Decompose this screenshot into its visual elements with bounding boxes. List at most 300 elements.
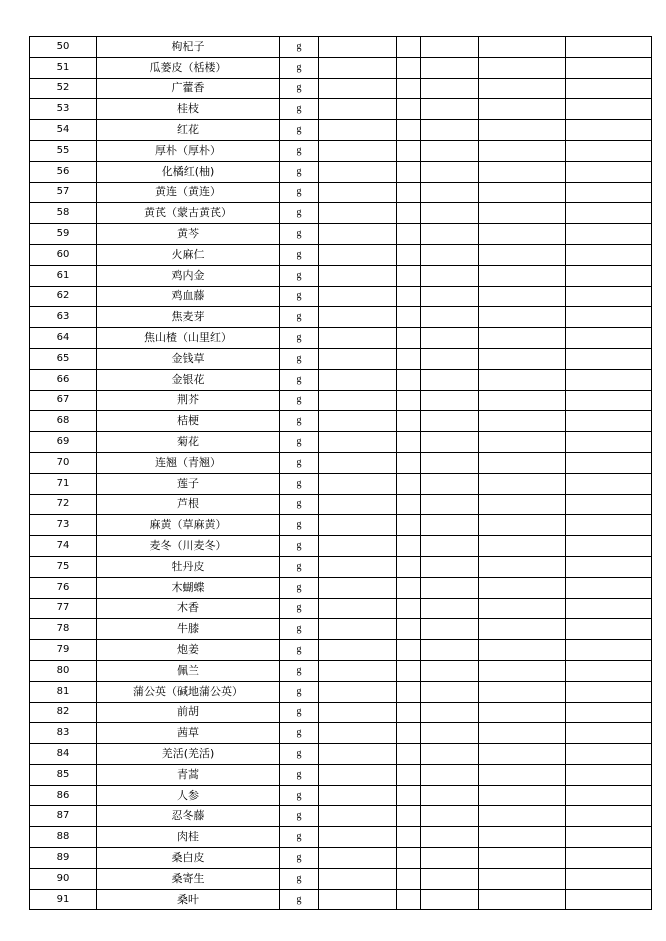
empty-cell: [479, 244, 566, 265]
empty-cell: [319, 328, 397, 349]
empty-cell: [319, 806, 397, 827]
empty-cell: [421, 702, 479, 723]
empty-cell: [566, 452, 652, 473]
unit-cell: g: [280, 556, 319, 577]
empty-cell: [319, 224, 397, 245]
herb-name-cell: 牛膝: [97, 619, 280, 640]
empty-cell: [421, 619, 479, 640]
empty-cell: [566, 848, 652, 869]
empty-cell: [566, 307, 652, 328]
empty-cell: [421, 37, 479, 58]
empty-cell: [479, 702, 566, 723]
empty-cell: [566, 203, 652, 224]
herb-name-cell: 忍冬藤: [97, 806, 280, 827]
empty-cell: [479, 140, 566, 161]
unit-cell: g: [280, 432, 319, 453]
unit-cell: g: [280, 473, 319, 494]
empty-cell: [479, 473, 566, 494]
empty-cell: [566, 182, 652, 203]
herb-name-cell: 麻黄（草麻黄）: [97, 515, 280, 536]
unit-cell: g: [280, 286, 319, 307]
row-number-cell: 90: [30, 868, 97, 889]
empty-cell: [421, 598, 479, 619]
empty-cell: [479, 432, 566, 453]
table-row: [30, 660, 652, 681]
empty-cell: [319, 723, 397, 744]
unit-cell: g: [280, 702, 319, 723]
herb-name-cell: 火麻仁: [97, 244, 280, 265]
empty-cell: [479, 494, 566, 515]
table-row: [30, 515, 652, 536]
table-row: [30, 764, 652, 785]
empty-cell: [479, 161, 566, 182]
empty-cell: [319, 848, 397, 869]
empty-cell: [319, 473, 397, 494]
empty-cell: [479, 848, 566, 869]
table-row: [30, 640, 652, 661]
herb-name-cell: 厚朴（厚朴）: [97, 140, 280, 161]
empty-cell: [319, 99, 397, 120]
empty-cell: [397, 556, 421, 577]
table-row: [30, 244, 652, 265]
table-row: [30, 57, 652, 78]
row-number-cell: 58: [30, 203, 97, 224]
row-number-cell: 50: [30, 37, 97, 58]
table-row: [30, 328, 652, 349]
empty-cell: [397, 140, 421, 161]
empty-cell: [479, 78, 566, 99]
unit-cell: g: [280, 348, 319, 369]
table-row: [30, 224, 652, 245]
herb-name-cell: 肉桂: [97, 827, 280, 848]
herb-name-cell: 茜草: [97, 723, 280, 744]
unit-cell: g: [280, 224, 319, 245]
empty-cell: [319, 536, 397, 557]
empty-cell: [397, 660, 421, 681]
table-row: [30, 203, 652, 224]
empty-cell: [397, 452, 421, 473]
empty-cell: [421, 390, 479, 411]
unit-cell: g: [280, 640, 319, 661]
empty-cell: [319, 120, 397, 141]
unit-cell: g: [280, 577, 319, 598]
empty-cell: [479, 660, 566, 681]
table-row: [30, 99, 652, 120]
empty-cell: [319, 868, 397, 889]
empty-cell: [421, 536, 479, 557]
empty-cell: [421, 889, 479, 910]
empty-cell: [397, 224, 421, 245]
table-row: [30, 806, 652, 827]
unit-cell: g: [280, 244, 319, 265]
empty-cell: [566, 681, 652, 702]
empty-cell: [397, 473, 421, 494]
empty-cell: [566, 723, 652, 744]
empty-cell: [397, 244, 421, 265]
empty-cell: [319, 390, 397, 411]
empty-cell: [397, 411, 421, 432]
empty-cell: [479, 619, 566, 640]
empty-cell: [319, 515, 397, 536]
empty-cell: [319, 244, 397, 265]
table-row: [30, 785, 652, 806]
empty-cell: [479, 224, 566, 245]
herb-name-cell: 金银花: [97, 369, 280, 390]
row-number-cell: 53: [30, 99, 97, 120]
row-number-cell: 68: [30, 411, 97, 432]
empty-cell: [479, 598, 566, 619]
table-row: [30, 37, 652, 58]
empty-cell: [421, 161, 479, 182]
empty-cell: [319, 764, 397, 785]
empty-cell: [319, 37, 397, 58]
empty-cell: [421, 224, 479, 245]
empty-cell: [397, 348, 421, 369]
empty-cell: [397, 265, 421, 286]
empty-cell: [566, 598, 652, 619]
row-number-cell: 75: [30, 556, 97, 577]
row-number-cell: 66: [30, 369, 97, 390]
row-number-cell: 77: [30, 598, 97, 619]
empty-cell: [566, 265, 652, 286]
empty-cell: [566, 827, 652, 848]
table-row: [30, 868, 652, 889]
table-row: [30, 744, 652, 765]
empty-cell: [566, 556, 652, 577]
empty-cell: [421, 660, 479, 681]
empty-cell: [566, 702, 652, 723]
unit-cell: g: [280, 411, 319, 432]
herb-name-cell: 鸡内金: [97, 265, 280, 286]
empty-cell: [397, 328, 421, 349]
table-row: [30, 598, 652, 619]
table-row: [30, 140, 652, 161]
empty-cell: [479, 307, 566, 328]
empty-cell: [397, 536, 421, 557]
empty-cell: [421, 848, 479, 869]
unit-cell: g: [280, 598, 319, 619]
herb-name-cell: 桂枝: [97, 99, 280, 120]
empty-cell: [421, 244, 479, 265]
empty-cell: [319, 265, 397, 286]
empty-cell: [421, 182, 479, 203]
empty-cell: [566, 120, 652, 141]
empty-cell: [319, 494, 397, 515]
row-number-cell: 86: [30, 785, 97, 806]
empty-cell: [479, 99, 566, 120]
empty-cell: [479, 889, 566, 910]
empty-cell: [421, 785, 479, 806]
table-row: [30, 78, 652, 99]
unit-cell: g: [280, 99, 319, 120]
empty-cell: [397, 307, 421, 328]
empty-cell: [566, 140, 652, 161]
table-body: [30, 37, 652, 910]
empty-cell: [319, 452, 397, 473]
empty-cell: [421, 806, 479, 827]
herb-name-cell: 菊花: [97, 432, 280, 453]
unit-cell: g: [280, 619, 319, 640]
empty-cell: [421, 265, 479, 286]
empty-cell: [479, 827, 566, 848]
row-number-cell: 59: [30, 224, 97, 245]
row-number-cell: 69: [30, 432, 97, 453]
herb-name-cell: 化橘红(柚): [97, 161, 280, 182]
table-row: [30, 369, 652, 390]
empty-cell: [566, 411, 652, 432]
empty-cell: [397, 120, 421, 141]
table-row: [30, 473, 652, 494]
herb-name-cell: 枸杞子: [97, 37, 280, 58]
unit-cell: g: [280, 681, 319, 702]
herb-table: [29, 36, 652, 910]
herb-name-cell: 黄芩: [97, 224, 280, 245]
row-number-cell: 64: [30, 328, 97, 349]
empty-cell: [479, 452, 566, 473]
row-number-cell: 70: [30, 452, 97, 473]
empty-cell: [566, 432, 652, 453]
row-number-cell: 73: [30, 515, 97, 536]
empty-cell: [319, 827, 397, 848]
unit-cell: g: [280, 369, 319, 390]
herb-name-cell: 莲子: [97, 473, 280, 494]
empty-cell: [566, 494, 652, 515]
herb-name-cell: 焦麦芽: [97, 307, 280, 328]
herb-name-cell: 佩兰: [97, 660, 280, 681]
empty-cell: [479, 328, 566, 349]
empty-cell: [566, 785, 652, 806]
empty-cell: [397, 494, 421, 515]
unit-cell: g: [280, 744, 319, 765]
herb-name-cell: 牡丹皮: [97, 556, 280, 577]
table-row: [30, 723, 652, 744]
empty-cell: [397, 577, 421, 598]
empty-cell: [479, 120, 566, 141]
empty-cell: [397, 723, 421, 744]
empty-cell: [319, 577, 397, 598]
unit-cell: g: [280, 536, 319, 557]
empty-cell: [566, 744, 652, 765]
empty-cell: [421, 868, 479, 889]
empty-cell: [397, 827, 421, 848]
herb-name-cell: 木蝴蝶: [97, 577, 280, 598]
unit-cell: g: [280, 494, 319, 515]
empty-cell: [479, 536, 566, 557]
unit-cell: g: [280, 265, 319, 286]
empty-cell: [421, 577, 479, 598]
unit-cell: g: [280, 182, 319, 203]
empty-cell: [397, 78, 421, 99]
empty-cell: [566, 868, 652, 889]
empty-cell: [566, 224, 652, 245]
row-number-cell: 67: [30, 390, 97, 411]
empty-cell: [421, 120, 479, 141]
empty-cell: [566, 78, 652, 99]
row-number-cell: 78: [30, 619, 97, 640]
table-row: [30, 182, 652, 203]
empty-cell: [566, 577, 652, 598]
empty-cell: [421, 78, 479, 99]
empty-cell: [421, 681, 479, 702]
empty-cell: [397, 889, 421, 910]
empty-cell: [566, 369, 652, 390]
empty-cell: [421, 473, 479, 494]
empty-cell: [319, 598, 397, 619]
empty-cell: [421, 348, 479, 369]
unit-cell: g: [280, 660, 319, 681]
empty-cell: [397, 744, 421, 765]
empty-cell: [421, 723, 479, 744]
empty-cell: [319, 140, 397, 161]
empty-cell: [319, 369, 397, 390]
empty-cell: [319, 889, 397, 910]
empty-cell: [479, 57, 566, 78]
empty-cell: [397, 37, 421, 58]
empty-cell: [566, 99, 652, 120]
row-number-cell: 55: [30, 140, 97, 161]
empty-cell: [397, 848, 421, 869]
empty-cell: [566, 640, 652, 661]
empty-cell: [319, 660, 397, 681]
empty-cell: [319, 744, 397, 765]
empty-cell: [421, 764, 479, 785]
empty-cell: [397, 640, 421, 661]
empty-cell: [421, 494, 479, 515]
empty-cell: [319, 681, 397, 702]
row-number-cell: 60: [30, 244, 97, 265]
empty-cell: [479, 785, 566, 806]
empty-cell: [566, 764, 652, 785]
herb-name-cell: 黄连（黄连）: [97, 182, 280, 203]
empty-cell: [319, 432, 397, 453]
table-row: [30, 265, 652, 286]
empty-cell: [319, 619, 397, 640]
herb-name-cell: 蒲公英（碱地蒲公英）: [97, 681, 280, 702]
empty-cell: [479, 806, 566, 827]
unit-cell: g: [280, 827, 319, 848]
empty-cell: [319, 702, 397, 723]
empty-cell: [566, 536, 652, 557]
unit-cell: g: [280, 161, 319, 182]
unit-cell: g: [280, 78, 319, 99]
unit-cell: g: [280, 848, 319, 869]
row-number-cell: 82: [30, 702, 97, 723]
empty-cell: [397, 432, 421, 453]
empty-cell: [421, 432, 479, 453]
empty-cell: [319, 203, 397, 224]
table-row: [30, 577, 652, 598]
empty-cell: [397, 764, 421, 785]
table-row: [30, 702, 652, 723]
unit-cell: g: [280, 120, 319, 141]
empty-cell: [566, 161, 652, 182]
unit-cell: g: [280, 203, 319, 224]
unit-cell: g: [280, 806, 319, 827]
table-row: [30, 390, 652, 411]
herb-name-cell: 麦冬（川麦冬）: [97, 536, 280, 557]
empty-cell: [479, 764, 566, 785]
empty-cell: [319, 286, 397, 307]
empty-cell: [566, 390, 652, 411]
empty-cell: [397, 203, 421, 224]
empty-cell: [421, 556, 479, 577]
empty-cell: [421, 57, 479, 78]
empty-cell: [397, 515, 421, 536]
table-row: [30, 411, 652, 432]
row-number-cell: 72: [30, 494, 97, 515]
empty-cell: [566, 348, 652, 369]
table-row: [30, 681, 652, 702]
herb-name-cell: 羌活(羌活): [97, 744, 280, 765]
table-row: [30, 161, 652, 182]
row-number-cell: 83: [30, 723, 97, 744]
row-number-cell: 61: [30, 265, 97, 286]
row-number-cell: 84: [30, 744, 97, 765]
empty-cell: [397, 57, 421, 78]
empty-cell: [566, 244, 652, 265]
empty-cell: [421, 140, 479, 161]
unit-cell: g: [280, 889, 319, 910]
herb-name-cell: 荆芥: [97, 390, 280, 411]
empty-cell: [566, 660, 652, 681]
unit-cell: g: [280, 37, 319, 58]
herb-name-cell: 人参: [97, 785, 280, 806]
empty-cell: [566, 619, 652, 640]
herb-name-cell: 桔梗: [97, 411, 280, 432]
row-number-cell: 71: [30, 473, 97, 494]
herb-name-cell: 桑寄生: [97, 868, 280, 889]
table-row: [30, 556, 652, 577]
empty-cell: [319, 307, 397, 328]
herb-name-cell: 芦根: [97, 494, 280, 515]
herb-name-cell: 桑白皮: [97, 848, 280, 869]
herb-name-cell: 红花: [97, 120, 280, 141]
empty-cell: [479, 37, 566, 58]
empty-cell: [479, 640, 566, 661]
empty-cell: [319, 182, 397, 203]
table-row: [30, 348, 652, 369]
unit-cell: g: [280, 140, 319, 161]
empty-cell: [397, 702, 421, 723]
row-number-cell: 80: [30, 660, 97, 681]
empty-cell: [479, 390, 566, 411]
row-number-cell: 87: [30, 806, 97, 827]
herb-name-cell: 金钱草: [97, 348, 280, 369]
empty-cell: [479, 681, 566, 702]
empty-cell: [397, 182, 421, 203]
empty-cell: [566, 37, 652, 58]
empty-cell: [479, 182, 566, 203]
table-row: [30, 494, 652, 515]
row-number-cell: 74: [30, 536, 97, 557]
empty-cell: [566, 286, 652, 307]
empty-cell: [479, 369, 566, 390]
row-number-cell: 65: [30, 348, 97, 369]
empty-cell: [479, 348, 566, 369]
herb-name-cell: 焦山楂（山里红）: [97, 328, 280, 349]
empty-cell: [397, 369, 421, 390]
unit-cell: g: [280, 307, 319, 328]
empty-cell: [566, 473, 652, 494]
unit-cell: g: [280, 390, 319, 411]
empty-cell: [479, 411, 566, 432]
empty-cell: [479, 286, 566, 307]
empty-cell: [421, 827, 479, 848]
row-number-cell: 79: [30, 640, 97, 661]
row-number-cell: 51: [30, 57, 97, 78]
table-row: [30, 619, 652, 640]
unit-cell: g: [280, 57, 319, 78]
